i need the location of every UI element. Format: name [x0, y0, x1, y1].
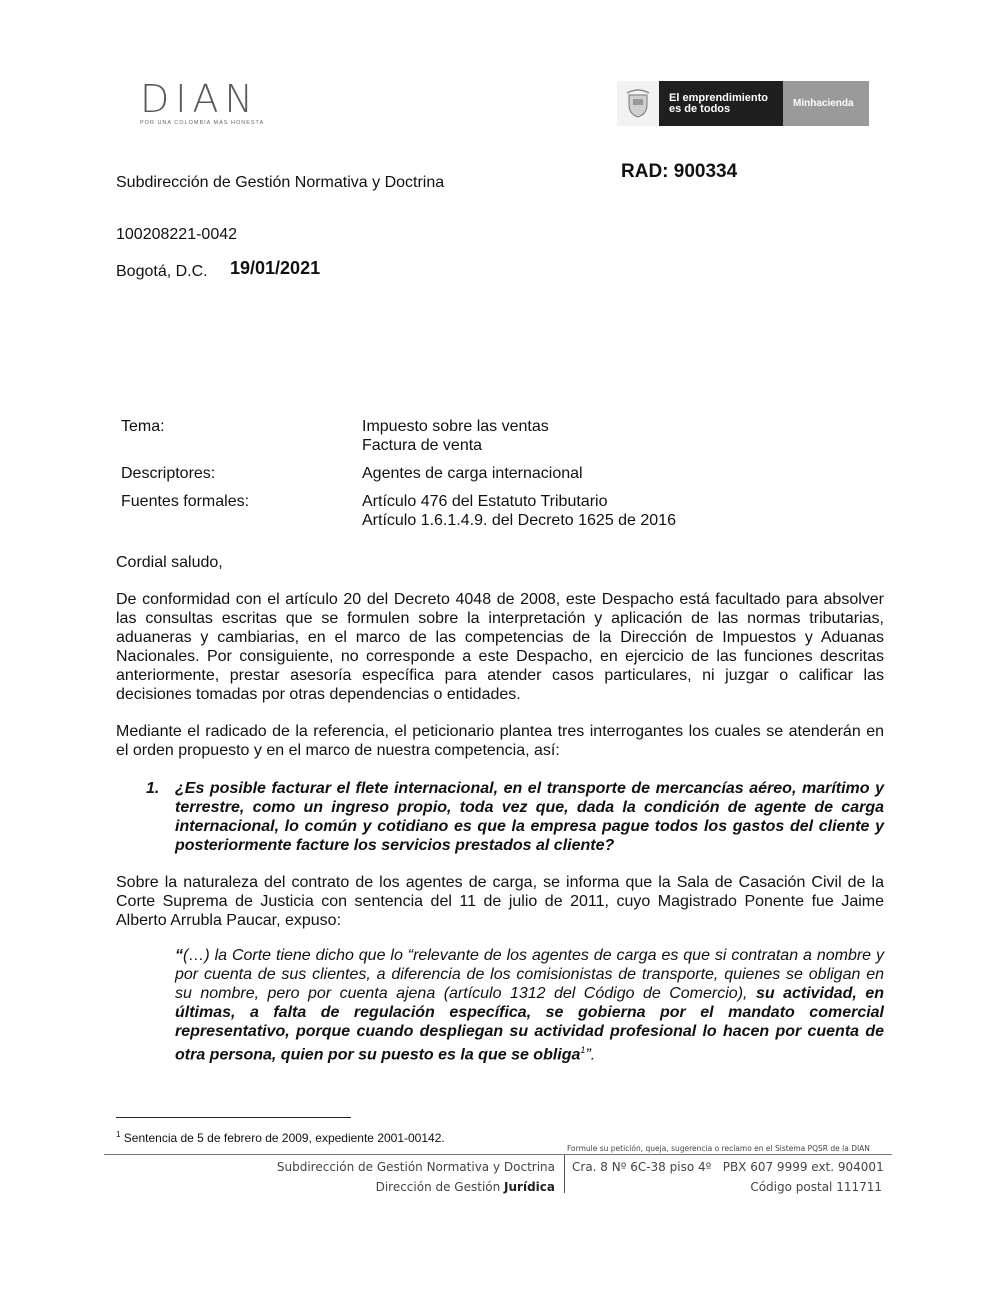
footnote-number: 1	[116, 1130, 121, 1139]
fuentes-value-1: Artículo 476 del Estatuto Tributario	[362, 493, 608, 510]
fuentes-value-2: Artículo 1.6.1.4.9. del Decreto 1625 de 2016	[362, 512, 676, 529]
dian-logo-text: DIAN	[140, 77, 259, 121]
reference-number: 100208221-0042	[116, 226, 238, 243]
footnote-text: Sentencia de 5 de febrero de 2009, expediente 2001-00142.	[120, 1131, 445, 1145]
government-banner	[617, 81, 869, 126]
quote-close-mark: ”.	[585, 1046, 596, 1064]
question-number: 1.	[146, 780, 160, 797]
pqsr-notice: Formule su petición, queja, sugerencia o reclamo en el Sistema PQSR de la DIAN	[567, 1144, 870, 1153]
footer-office	[250, 1157, 555, 1197]
footer-office-line-1: Subdirección de Gestión Normativa y Doctrina	[276, 1160, 555, 1174]
footer-address	[572, 1157, 882, 1197]
descriptores-value: Agentes de carga internacional	[362, 465, 583, 482]
footer-vertical-divider	[564, 1155, 565, 1193]
footer-direction-bold: Jurídica	[504, 1180, 555, 1194]
dian-logo	[140, 77, 305, 130]
court-quote	[175, 946, 884, 1064]
quote-bold-text: su actividad, en últimas, a falta de regulación específica, se gobierna por el mandato comercial representativo, porque cuando despliegan su actividad profesional lo hacen por cuenta de otra persona, quien por su puesto es la que se obliga	[175, 985, 885, 1064]
fuentes-label: Fuentes formales:	[121, 493, 250, 510]
slogan-line-2: es de todos	[669, 103, 731, 115]
paragraph-competence: De conformidad con el artículo 20 del Decreto 4048 de 2008, este Despacho está facultado para absolver las consultas escritas que se formulen sobre la interpretación y aplicación de las normas tributarias, aduaneras y cambiarias, en el marco de las competencias de la Dirección de Impuestos y Aduanas Nacionales. Por consiguiente, no corresponde a este Despacho, en ejercicio de las funciones descritas anteriormente, prestar asesoría específica para atender casos particulares, ni juzgar o calificar las decisiones tomadas por otras dependencias o entidades.	[116, 591, 884, 703]
letter-date: 19/01/2021	[230, 258, 321, 278]
footnote-reference: 1	[580, 1045, 586, 1055]
footer-postal-code: Código postal 111711	[750, 1180, 882, 1194]
footer-divider	[104, 1154, 892, 1155]
greeting: Cordial saludo,	[116, 554, 223, 571]
tema-value-2: Factura de venta	[362, 437, 483, 454]
quote-open-mark: “	[175, 947, 183, 964]
dian-logo-tagline: POR UNA COLOMBIA MÁS HONESTA	[140, 120, 265, 126]
question-1: ¿Es posible facturar el flete internacional, en el transporte de mercancías aéreo, marítimo y terrestre, como un ingreso propio, toda vez que, dada la condición de agente de carga internacional, lo común y cotidiano es que la empresa pague todos los gastos del cliente y posteriormente facture los servicios prestados al cliente?	[175, 780, 884, 854]
paragraph-court: Sobre la naturaleza del contrato de los agentes de carga, se informa que la Sala de Casación Civil de la Corte Suprema de Justicia con sentencia del 11 de julio de 2011, cuyo Magistrado Ponente fue Jaime Alberto Arrubla Paucar, expuso:	[116, 874, 884, 929]
city: Bogotá, D.C.	[116, 263, 208, 280]
office-name: Subdirección de Gestión Normativa y Doctrina	[116, 174, 445, 191]
rad-number: RAD: 900334	[621, 161, 738, 182]
ministry-label: Minhacienda	[783, 81, 869, 126]
slogan-line-1: El emprendimiento	[669, 92, 769, 104]
government-slogan	[659, 81, 783, 126]
tema-label: Tema:	[121, 418, 165, 435]
quote-text: (…) la Corte tiene dicho que lo “relevante de los agentes de carga es que si contratan a nombre y por cuenta de sus clientes, a diferencia de los comisionistas de transporte, quienes se obligan en su nombre, pero por cuenta ajena (artículo 1312 del Código de Comercio),	[175, 947, 884, 1002]
tema-value-1: Impuesto sobre las ventas	[362, 418, 549, 435]
descriptores-label: Descriptores:	[121, 465, 216, 482]
coat-of-arms-icon	[617, 81, 659, 126]
footnote-divider	[116, 1117, 351, 1118]
paragraph-request: Mediante el radicado de la referencia, el peticionario plantea tres interrogantes los cuales se atenderán en el orden propuesto y en el marco de nuestra competencia, así:	[116, 723, 884, 759]
footer-direction-prefix: Dirección de Gestión	[375, 1180, 505, 1194]
footer-address-line-1: Cra. 8 Nº 6C-38 piso 4º PBX 607 9999 ext. 904001	[572, 1160, 884, 1174]
footer-office-line-2	[250, 1177, 555, 1197]
footnote	[116, 1128, 445, 1145]
